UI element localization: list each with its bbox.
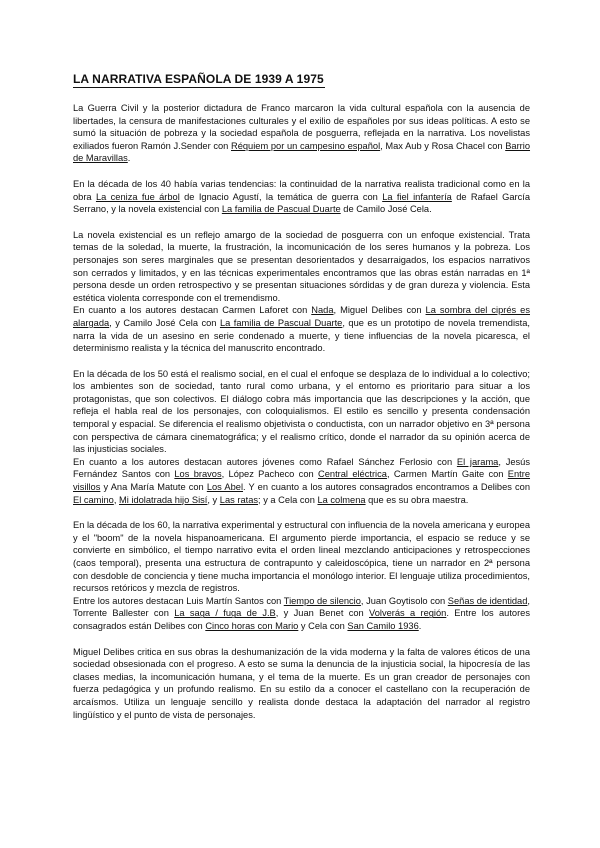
book-title: Mi idolatrada hijo Sisí (119, 494, 208, 505)
book-title: Los bravos (174, 469, 222, 480)
book-title: Volverás a región (369, 608, 447, 619)
book-title: Réquiem por un campesino español (231, 140, 381, 151)
book-title: Señas de identidad (447, 595, 528, 606)
book-title: La fiel infantería (382, 191, 452, 202)
paragraph-autores-40: En cuanto a los autores destacan Carmen Laforet con Nada, Miguel Delibes con La sombra del ciprés es alargada, y Camilo José Cela con La familia de Pascual Duarte, que es un prototipo de novela tremendista, narra la vida de un asesino en serie condenado a muerte, y tiene influencias de la novela picaresca, el determinismo realista y la técnica del manuscrito encontrado. (73, 305, 530, 354)
book-title: La sombra del ciprés es alargada (73, 305, 530, 328)
book-title: Central eléctrica (318, 469, 387, 480)
paragraph-autores-60: Entre los autores destacan Luis Martín Santos con Tiempo de silencio, Juan Goytisolo con Señas de identidad, Torrente Ballester con La saga / fuga de J.B, y Juan Benet con Volverás a región. Entre los autores consagrados están Delibes con Cinco horas con Mario y Cela con San Camilo 1936. (73, 595, 530, 631)
book-title: San Camilo 1936 (347, 620, 419, 631)
book-title: Los Abel (206, 482, 244, 493)
paragraph-decada-50: En la década de los 50 está el realismo social, en el cual el enfoque se desplaza de lo individual a lo colectivo; los ambientes son de sociedad, tanto rural como urbana, y el entorno es prioritario para situar a los protagonistas, que son colectivos. El diálogo cobra más importancia que las descripciones y la acción, que refleja el habla real de los personajes, con coloquialismos. El estilo es sencillo y presenta condensación temporal y espacial. Se diferencia el realismo objetivista o conductista, con un narrador objetivo en 3ª persona con perspectiva de cámara cinematográfica; y el realismo crítico, donde el narrador da su opinión acerca de las injusticias sociales. (73, 368, 530, 455)
book-title: Las ratas (219, 494, 259, 505)
book-title: Tiempo de silencio (283, 595, 361, 606)
book-title: La saga / fuga de J.B (174, 608, 276, 619)
document-title: LA NARRATIVA ESPAÑOLA DE 1939 A 1975 (73, 72, 324, 86)
book-title: Nada (311, 305, 334, 316)
book-title: La colmena (317, 494, 366, 505)
book-title: El camino (73, 494, 114, 505)
paragraph-delibes: Miguel Delibes critica en sus obras la deshumanización de la vida moderna y la falta de valores éticos de una sociedad obsesionada con el progreso. A esto se suma la denuncia de la injusticia social, la hipocresía de las clases medias, la incomunicación humana, y el tema de la muerte. Es un gran creador de personajes con fuerza pedagógica y un profundo realismo. En su estilo da a conocer el castellano con la recuperación de arcaísmos. Utiliza un lenguaje sencillo y realista donde destaca la adaptación del narrador al registro lingüístico y el punto de vista de personajes. (73, 646, 530, 720)
paragraph-posguerra: La Guerra Civil y la posterior dictadura de Franco marcaron la vida cultural española con la ausencia de libertades, la censura de manifestaciones culturales y el exilio de españoles por sus ideas políticas. A esto se sumó la situación de pobreza y la sociedad española de posguerra, reflejada en la narrativa. Los novelistas exiliados fueron Ramón J.Sender con Réquiem por un campesino español, Max Aub y Rosa Chacel con Barrio de Maravillas. (73, 103, 531, 164)
paragraph-autores-50: En cuanto a los autores destacan autores jóvenes como Rafael Sánchez Ferlosio con El jarama, Jesús Fernández Santos con Los bravos, López Pacheco con Central eléctrica, Carmen Martín Gaite con Entre visillos y Ana María Matute con Los Abel. Y en cuanto a los autores consagrados encontramos a Delibes con El camino, Mi idolatrada hijo Sisí, y Las ratas; y a Cela con La colmena que es su obra maestra. (73, 456, 531, 505)
book-title: La familia de Pascual Duarte (221, 204, 341, 215)
book-title: La familia de Pascual Duarte (219, 317, 343, 328)
book-title: El jarama (456, 456, 499, 467)
book-title: Cinco horas con Mario (205, 620, 299, 631)
paragraph-decada-40: En la década de los 40 había varias tendencias: la continuidad de la narrativa realista tradicional como en la obra La ceniza fue árbol de Ignacio Agustí, la temática de guerra con La fiel infantería de Rafael García Serrano, y la novela existencial con La familia de Pascual Duarte de Camilo José Cela. (73, 178, 530, 215)
paragraph-decada-60: En la década de los 60, la narrativa experimental y estructural con influencia de la novela americana y europea y el "boom" de la novela hispanoamericana. El argumento pierde importancia, el espacio se reduce y se convierte en simbólico, el tiempo narrativo evita el orden lineal mezclando anticipaciones y retrospecciones (caos temporal), presenta una estructura de contrapunto y caleidoscópica, tiene un narrador en 2ª persona con desdoble de conciencia y tiene mucha importancia el monólogo interior. El lenguaje utiliza procedimientos, recursos retóricos y mezcla de registros. (73, 520, 530, 594)
book-title: La ceniza fue árbol (95, 191, 180, 202)
paragraph-novela-existencial: La novela existencial es un reflejo amargo de la sociedad de posguerra con un enfoque existencial. Trata temas de la soledad, la muerte, la frustración, la incomunicación de los seres humanos y la pobreza. Los personajes son seres marginales que se presentan desorientados y desarraigados, los espacios narrativos son cerrados y limitados, y en las técnicas experimentales encontramos que las obras están narradas en 1ª persona desde un orden retrospectivo y se presentan situaciones sórdidas y de gran dureza y violencia. Esta estética violenta corresponde con el tremendismo. (73, 229, 530, 303)
book-title: Barrio de Maravillas (73, 140, 531, 164)
book-title: Entre visillos (73, 469, 531, 493)
